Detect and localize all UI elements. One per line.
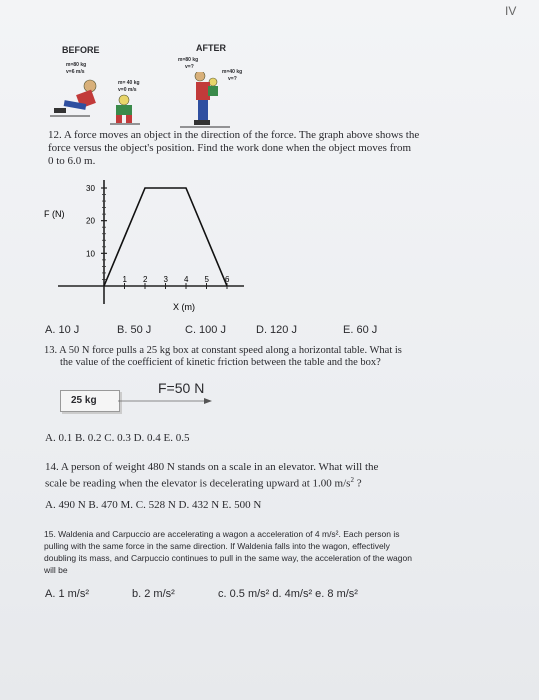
before-label: BEFORE	[62, 45, 100, 55]
q14-line-2-text: scale be reading when the elevator is decelerating upward at 1.00 m/s	[45, 477, 351, 490]
q12-choice-d[interactable]: D. 120 J	[256, 324, 297, 336]
q15-choice-a[interactable]: A. 1 m/s²	[45, 588, 90, 600]
q13-line-1: 13. A 50 N force pulls a 25 kg box at constant speed along a horizontal table. What is	[44, 345, 402, 356]
collision-illustration	[50, 72, 240, 130]
child-before-icon	[110, 95, 140, 124]
q15-line-4: will be	[44, 565, 68, 575]
q12-choice-b[interactable]: B. 50 J	[117, 324, 152, 336]
q15-choice-b[interactable]: b. 2 m/s²	[132, 588, 175, 600]
x-tick-label: 5	[204, 275, 209, 284]
x-tick-label: 4	[184, 275, 189, 284]
q12-line-1: 12. A force moves an object in the direction of the force. The graph above shows the	[48, 129, 420, 141]
q15-line-2: pulling with the same force in the same direction. If Waldenia falls into the wagon, effectively	[44, 541, 390, 551]
y-tick-label: 10	[86, 249, 95, 259]
q14-line-1: 14. A person of weight 480 N stands on a scale in an elevator. What will the	[45, 461, 379, 473]
after-left-mass: m=80 kg	[178, 57, 199, 63]
before-top-mass: m=80 kg	[66, 62, 87, 68]
q15-line-3: doubling its mass, and Carpuccio continues to pull in the same way, the acceleration of the wagon	[44, 553, 412, 563]
after-label: AFTER	[196, 43, 226, 53]
q14-line-2	[45, 474, 362, 491]
before-bottom-velocity: v=0 m/s	[118, 87, 137, 93]
q12-line-2: force versus the object's position. Find the work done when the object moves from	[48, 142, 412, 154]
box-25kg	[60, 390, 120, 412]
q14-line-2-end: ?	[353, 477, 362, 490]
skater-before-icon	[50, 80, 96, 116]
after-left-velocity: v=?	[185, 64, 194, 70]
q15-line-1: 15. Waldenia and Carpuccio are accelerating a wagon a acceleration of 4 m/s². Each person is	[44, 529, 400, 539]
x-axis-label: X (m)	[173, 302, 195, 312]
force-position-chart	[38, 172, 258, 320]
y-axis-label: F (N)	[44, 209, 65, 219]
q14-choices[interactable]: A. 490 N B. 470 M. C. 528 N D. 432 N E. 500 N	[45, 499, 262, 511]
q12-choice-c[interactable]: C. 100 J	[185, 324, 226, 336]
after-right-velocity: v=?	[228, 76, 237, 82]
box-label: 25 kg	[71, 395, 97, 406]
x-tick-label: 1	[122, 275, 127, 284]
after-right-mass: m=40 kg	[222, 69, 243, 75]
x-tick-label: 2	[143, 275, 148, 284]
force-arrow-icon	[118, 396, 218, 406]
x-tick-label: 3	[163, 275, 168, 284]
q12-line-3: 0 to 6.0 m.	[48, 155, 96, 167]
before-top-velocity: v=6 m/s	[66, 69, 85, 75]
skaters-after-icon	[180, 72, 230, 127]
corner-mark: IV	[505, 4, 517, 18]
y-tick-label: 30	[86, 184, 95, 193]
x-tick-label: 6	[225, 275, 230, 284]
q12-choice-e[interactable]: E. 60 J	[343, 324, 378, 336]
q14-superscript: 2	[350, 476, 354, 484]
before-bottom-mass: m= 40 kg	[118, 80, 140, 86]
force-label: F=50 N	[158, 380, 205, 396]
q15-choice-cde[interactable]: c. 0.5 m/s² d. 4m/s² e. 8 m/s²	[218, 588, 358, 600]
q12-choice-a[interactable]: A. 10 J	[45, 324, 80, 336]
q13-line-2: the value of the coefficient of kinetic friction between the table and the box?	[60, 357, 381, 368]
y-tick-label: 20	[86, 216, 95, 226]
q13-choices[interactable]: A. 0.1 B. 0.2 C. 0.3 D. 0.4 E. 0.5	[45, 432, 190, 444]
force-series-line	[104, 188, 227, 286]
